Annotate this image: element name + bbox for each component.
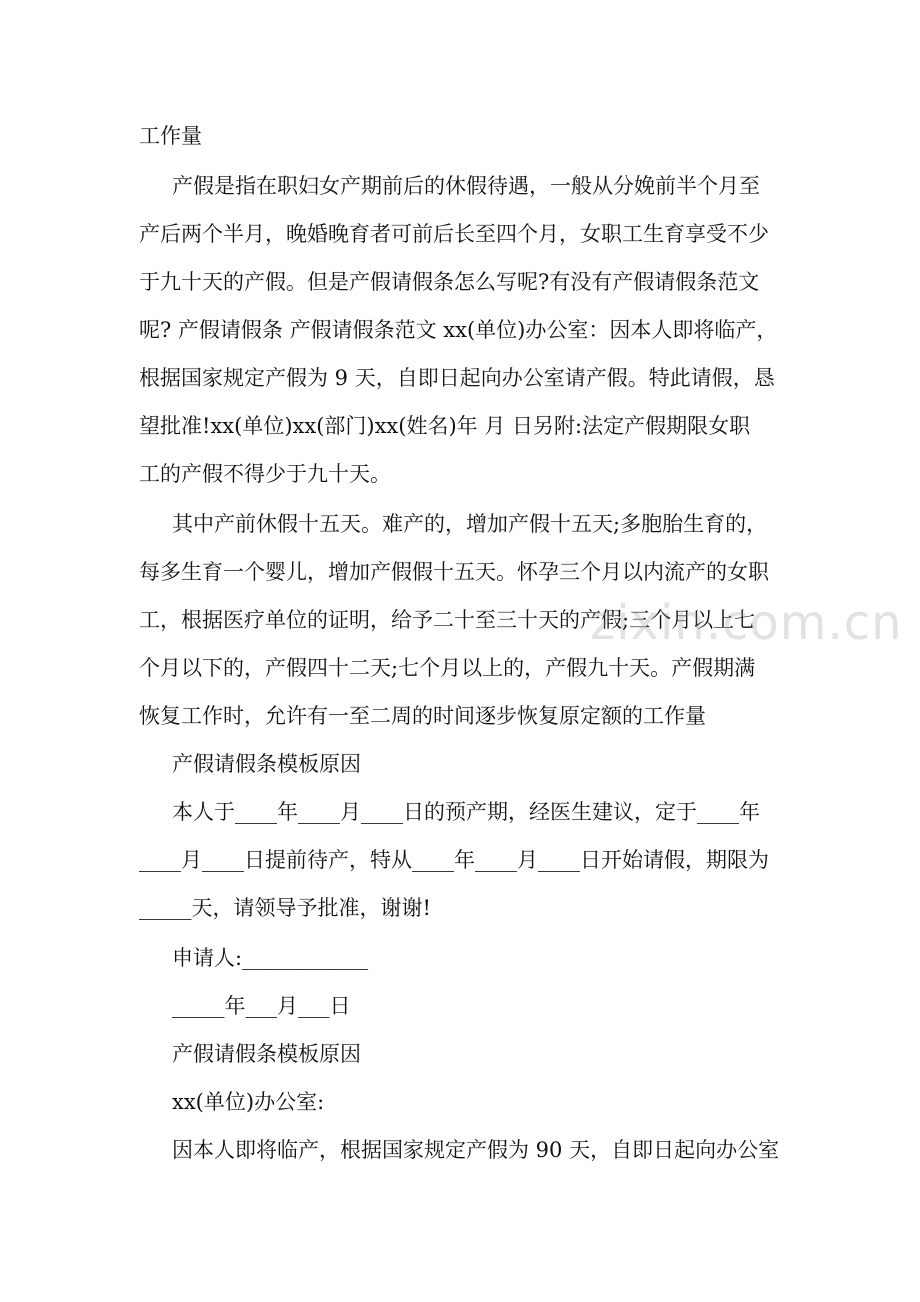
paragraph-1-line-1: 产假是指在职妇女产期前后的休假待遇，一般从分娩前半个月至 <box>172 174 760 198</box>
paragraph-2-line-2: 每多生育一个婴儿，增加产假假十五天。怀孕三个月以内流产的女职 <box>139 560 769 584</box>
paragraph-1-line-2: 产后两个半月，晚婚晚育者可前后长至四个月，女职工生育享受不少 <box>139 222 769 246</box>
paragraph-1-line-4: 呢? 产假请假条 产假请假条范文 xx(单位)办公室：因本人即将临产， <box>139 318 778 342</box>
applicant-line: 申请人:____________ <box>172 946 369 970</box>
paragraph-1-line-5: 根据国家规定产假为 9 天，自即日起向办公室请产假。特此请假，恳 <box>139 366 775 390</box>
section-title-1: 产假请假条模板原因 <box>172 752 361 776</box>
addressee: xx(单位)办公室: <box>172 1090 325 1114</box>
paragraph-1-line-6: 望批准!xx(单位)xx(部门)xx(姓名)年 月 日另附:法定产假期限女职 <box>139 414 751 438</box>
paragraph-1-line-3: 于九十天的产假。但是产假请假条怎么写呢?有没有产假请假条范文 <box>139 270 760 294</box>
watermark: zixin.com.cn <box>590 595 903 651</box>
paragraph-2-line-1: 其中产前休假十五天。难产的，增加产假十五天;多胞胎生育的， <box>172 512 768 536</box>
form-body-line-2: ____月____日提前待产，特从____年____月____日开始请假，期限为 <box>139 848 769 872</box>
date-line: _____年___月___日 <box>172 994 351 1018</box>
paragraph-1-line-7: 工的产假不得少于九十天。 <box>139 462 391 486</box>
paragraph-2-line-5: 恢复工作时，允许有一至二周的时间逐步恢复原定额的工作量 <box>139 704 706 728</box>
form-body-line-3: _____天，请领导予批准，谢谢! <box>139 896 431 920</box>
section-title-2: 产假请假条模板原因 <box>172 1042 361 1066</box>
paragraph-2-line-4: 个月以下的，产假四十二天;七个月以上的，产假九十天。产假期满 <box>139 656 756 680</box>
paragraph-2-line-3: 工，根据医疗单位的证明，给予二十至三十天的产假;三个月以上七 <box>139 608 756 632</box>
form-body-line-1: 本人于____年____月____日的预产期，经医生建议，定于____年 <box>172 800 760 824</box>
closing-paragraph-line-1: 因本人即将临产，根据国家规定产假为 90 天，自即日起向办公室 <box>172 1138 780 1162</box>
heading-top: 工作量 <box>139 124 202 148</box>
